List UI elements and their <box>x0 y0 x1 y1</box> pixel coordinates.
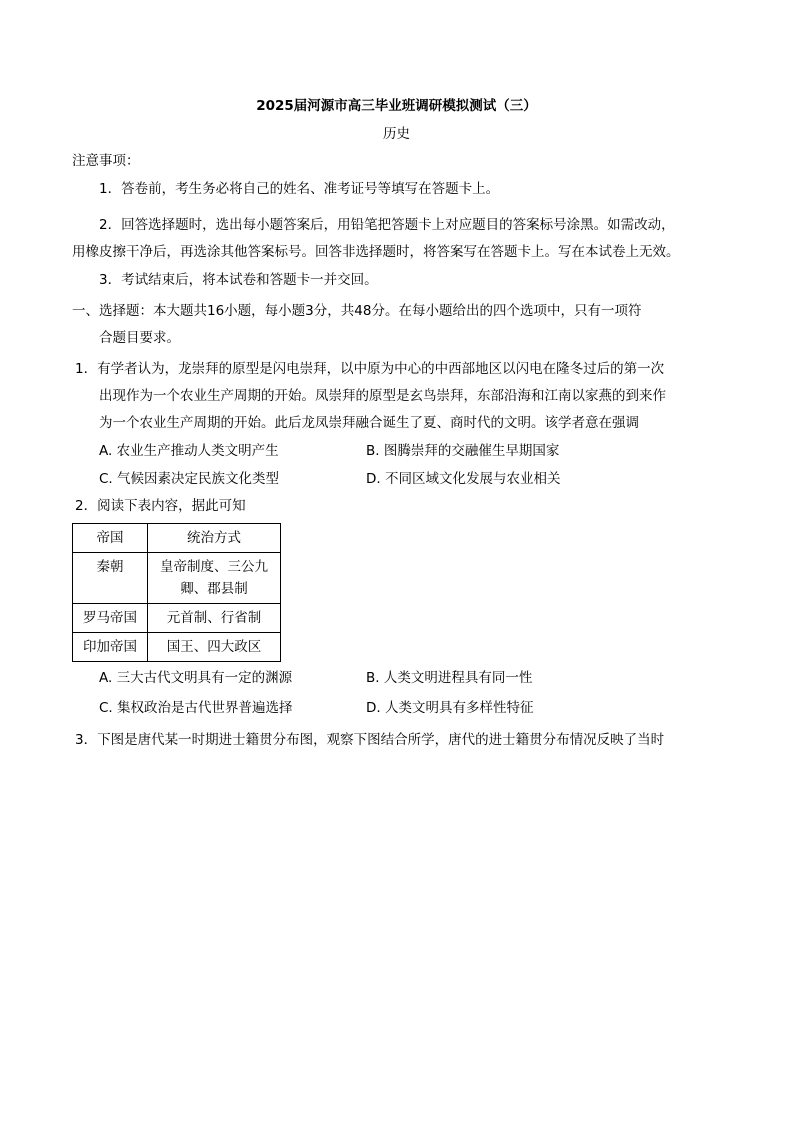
q1-option-c: C. 气候因素决定民族文化类型 <box>99 471 280 487</box>
q2-option-b: B. 人类文明进程具有同一性 <box>366 670 533 686</box>
table-cell: 国王、四大政区 <box>148 633 281 662</box>
table-row <box>73 604 281 633</box>
q1-stem-line3: 为一个农业生产周期的开始。此后龙凤崇拜融合诞生了夏、商时代的文明。该学者意在强调 <box>99 415 639 431</box>
table-header-cell: 帝国 <box>73 524 148 553</box>
notice-item-2: 2．回答选择题时，选出每小题答案后，用铅笔把答题卡上对应题目的答案标号涂黑。如需改动， <box>99 217 675 233</box>
q1-option-d: D. 不同区域文化发展与农业相关 <box>366 471 561 487</box>
notice-item-1: 1．答卷前，考生务必将自己的姓名、准考证号等填写在答题卡上。 <box>99 181 500 197</box>
section1-line1: 一、选择题：本大题共16小题，每小题3分，共48分。在每小题给出的四个选项中，只有一项符 <box>72 303 642 319</box>
table-cell: 印加帝国 <box>73 633 148 662</box>
notice-item-3: 3．考试结束后，将本试卷和答题卡一并交回。 <box>99 272 378 288</box>
q3-stem: 3．下图是唐代某一时期进士籍贯分布图，观察下图结合所学，唐代的进士籍贯分布情况反映了当时 <box>75 732 665 748</box>
notice-item-2-cont: 用橡皮擦干净后，再选涂其他答案标号。回答非选择题时，将答案写在答题卡上。写在本试卷上无效。 <box>72 244 680 260</box>
table-cell: 罗马帝国 <box>73 604 148 633</box>
empire-table <box>72 523 281 662</box>
notice-heading: 注意事项： <box>72 153 140 169</box>
exam-subject: 历史 <box>383 126 410 142</box>
q2-option-a: A. 三大古代文明具有一定的渊源 <box>99 670 293 686</box>
table-cell: 秦朝 <box>73 553 148 604</box>
q1-stem-line1: 1．有学者认为，龙崇拜的原型是闪电崇拜，以中原为中心的中西部地区以闪电在隆冬过后的第一次 <box>75 361 665 377</box>
q2-option-d: D. 人类文明具有多样性特征 <box>366 700 534 716</box>
q1-option-b: B. 图腾崇拜的交融催生早期国家 <box>366 443 560 459</box>
q1-stem-line2: 出现作为一个农业生产周期的开始。凤崇拜的原型是玄鸟崇拜，东部沿海和江南以家燕的到来作 <box>99 388 666 404</box>
q2-option-c: C. 集权政治是古代世界普遍选择 <box>99 700 293 716</box>
table-cell: 皇帝制度、三公九卿、郡县制 <box>148 553 281 604</box>
table-row <box>73 553 281 604</box>
table-row <box>73 633 281 662</box>
exam-title: 2025届河源市高三毕业班调研模拟测试（三） <box>256 98 537 114</box>
section1-line2: 合题目要求。 <box>99 330 180 346</box>
table-header-row <box>73 524 281 553</box>
table-cell: 元首制、行省制 <box>148 604 281 633</box>
q1-option-a: A. 农业生产推动人类文明产生 <box>99 443 279 459</box>
q2-stem: 2．阅读下表内容，据此可知 <box>75 498 246 514</box>
table-header-cell: 统治方式 <box>148 524 281 553</box>
